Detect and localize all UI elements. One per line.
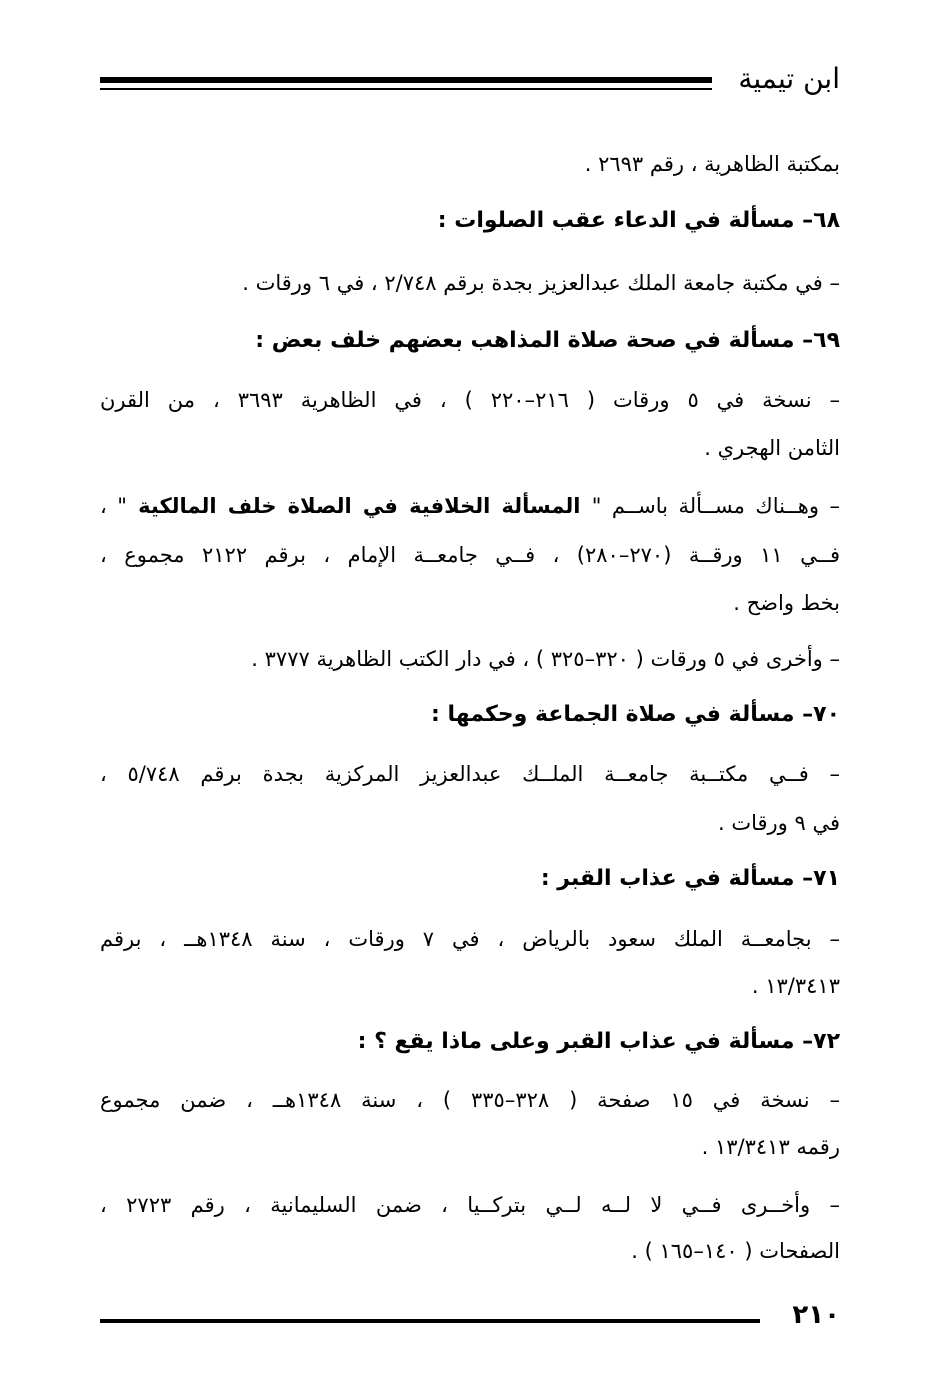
manuscript-title: المسألة الخلافية في الصلاة خلف المالكية (126, 494, 592, 518)
text-segment: " ، (100, 494, 127, 518)
text-segment: – وهــناك مســألة باســم " (591, 494, 840, 518)
section-heading-70: ٧٠– مسألة في صلاة الجماعة وحكمها : (431, 702, 840, 727)
section-heading-69: ٦٩– مسألة في صحة صلاة المذاهب بعضهم خلف بعض : (255, 328, 840, 353)
text-line: في ٩ ورقات . (717, 811, 840, 835)
footer-rule (100, 1319, 760, 1323)
running-title: ابن تيمية (738, 62, 840, 95)
header-rule-thick (100, 77, 712, 83)
text-line: – نسخة في ١٥ صفحة ( ٣٢٨–٣٣٥ ) ، سنة ١٣٤٨هــ ، ضمن مجموع (100, 1088, 840, 1112)
text-line: الصفحات ( ١٤٠–١٦٥ ) . (631, 1239, 840, 1263)
page-header (100, 58, 840, 114)
text-line: – فــي مكتــبة جامعــة الملــك عبدالعزيز المركزية بجدة برقم ٥/٧٤٨ ، (100, 762, 841, 786)
section-heading-72: ٧٢– مسألة في عذاب القبر وعلى ماذا يقع ؟ : (357, 1029, 840, 1054)
text-line: بخط واضح . (733, 591, 840, 615)
text-line: ١٣/٣٤١٣ . (751, 974, 840, 998)
page-number: ٢١٠ (792, 1300, 840, 1330)
text-line: – وأخــرى فــي لا لــه لــي بتركــيا ، ضمن السليمانية ، رقم ٢٧٢٣ ، (100, 1193, 841, 1217)
text-line-with-title (100, 490, 840, 522)
section-heading-68: ٦٨– مسألة في الدعاء عقب الصلوات : (437, 208, 840, 233)
section-heading-71: ٧١– مسألة في عذاب القبر : (540, 866, 840, 891)
text-line: رقمه ١٣/٣٤١٣ . (701, 1135, 840, 1159)
text-line: الثامن الهجري . (704, 436, 840, 460)
text-line: – وأخرى في ٥ ورقات ( ٣٢٠–٣٢٥ ) ، في دار الكتب الظاهرية ٣٧٧٧ . (251, 647, 840, 671)
header-rule-thin (100, 88, 712, 90)
text-line: – بجامعــة الملك سعود بالرياض ، في ٧ ورقات ، سنة ١٣٤٨هــ ، برقم (100, 927, 840, 951)
text-line: فــي ١١ ورقــة (٢٧٠–٢٨٠) ، فــي جامعــة الإمام ، برقم ٢١٢٢ مجموع ، (100, 543, 840, 567)
text-line: – نسخة في ٥ ورقات ( ٢١٦–٢٢٠ ) ، في الظاهرية ٣٦٩٣ ، من القرن (100, 388, 840, 412)
text-line: بمكتبة الظاهرية ، رقم ٢٦٩٣ . (584, 152, 840, 176)
text-line: – في مكتبة جامعة الملك عبدالعزيز بجدة برقم ٢/٧٤٨ ، في ٦ ورقات . (242, 271, 840, 295)
